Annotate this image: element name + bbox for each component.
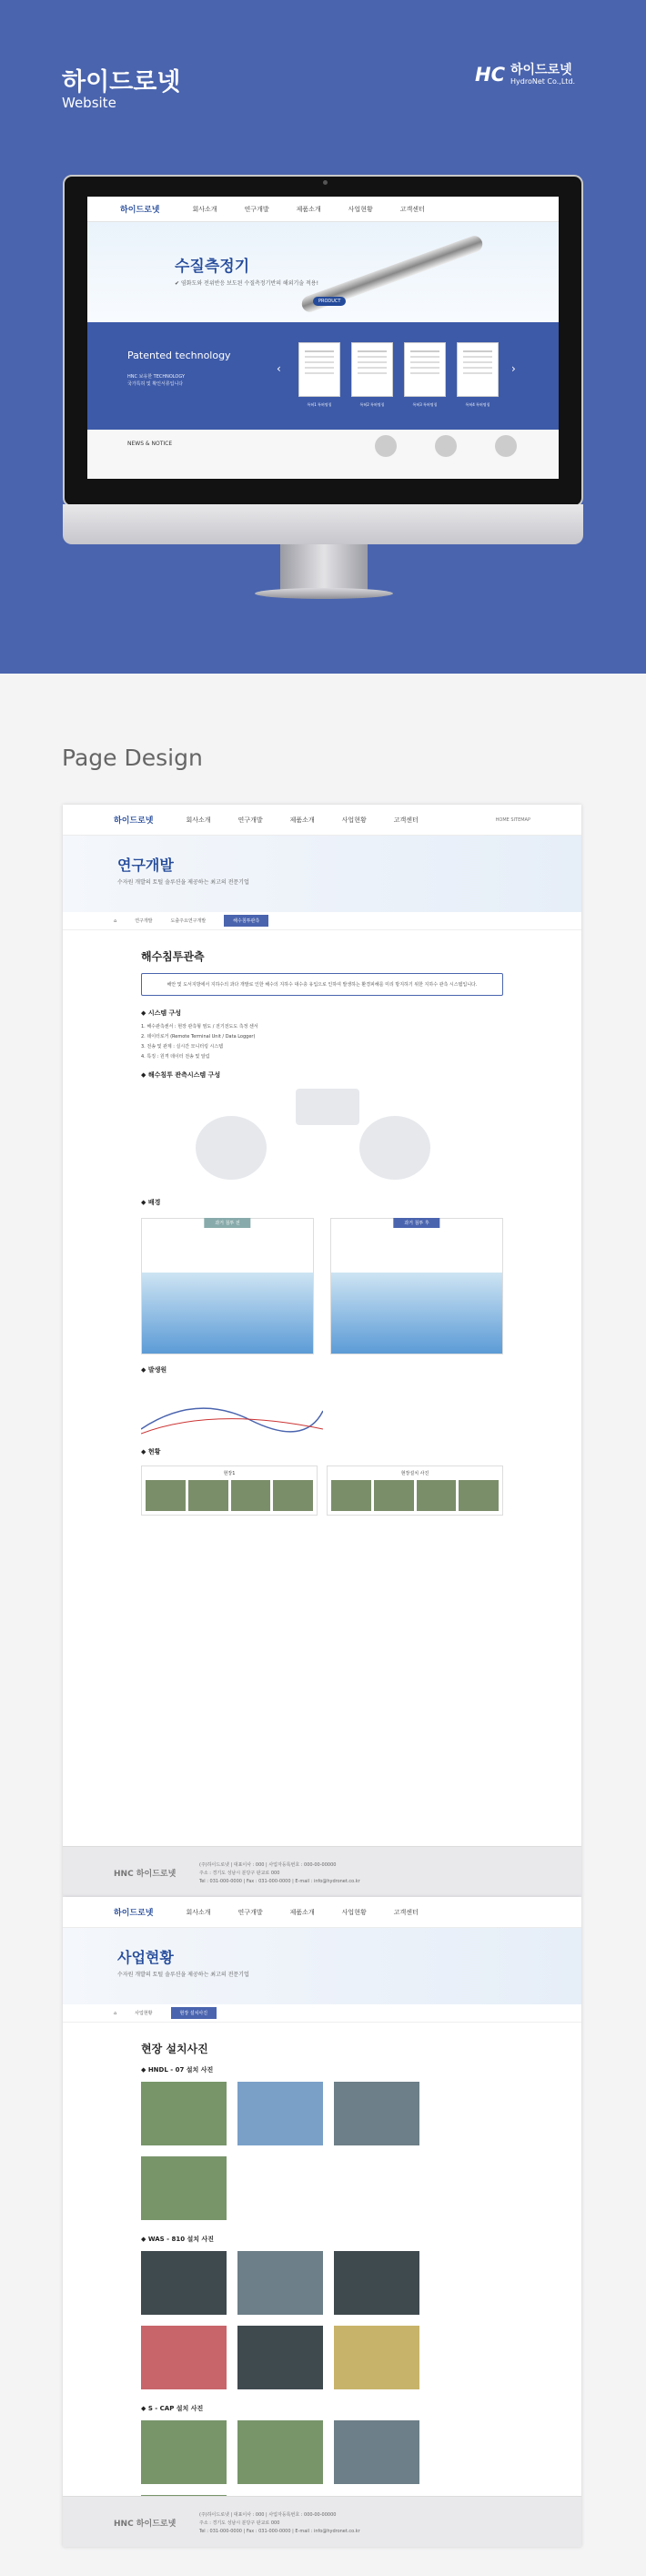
background-illustrations <box>141 1218 503 1354</box>
patent-cert[interactable] <box>351 342 393 397</box>
page2-hero-desc: 수자원 개발의 토털 솔루션을 제공하는 최고의 전문기업 <box>117 1972 249 1978</box>
patent-desc: HNC 보유한 TECHNOLOGY 국가특허 및 확인서류입니다 <box>127 374 186 387</box>
footer-address: (주)하이드로넷 | 대표이사 : 000 | 사업자등록번호 : 000-00-00000 주소 : 경기도 성남시 분당구 판교로 000 Tel : 031-000-0000 | Fax : 031-000-0000 | E-mail : info@hydronet.co.kr <box>199 2512 360 2534</box>
screen-nav-item[interactable]: 연구개발 <box>244 205 269 213</box>
install-photo[interactable] <box>141 2082 227 2145</box>
cert-caption: 특허3 특허명칭 <box>412 402 438 407</box>
section-heading: ◆ 배경 <box>141 1199 161 1206</box>
screen-nav-item[interactable]: 회사소개 <box>192 205 217 213</box>
text-line: 3. 전송 및 관제 : 실시간 모니터링 시스템 <box>141 1044 224 1050</box>
page1-logo[interactable]: 하이드로넷 <box>114 816 154 826</box>
page1-nav-item[interactable]: 제품소개 <box>289 816 315 824</box>
page2-footer <box>63 2496 581 2547</box>
photo[interactable] <box>146 1480 186 1511</box>
page1-hero-title: 연구개발 <box>117 857 174 874</box>
page2-nav-item[interactable]: 연구개발 <box>237 1908 263 1916</box>
patent-cert[interactable] <box>298 342 340 397</box>
page2-hero <box>63 1928 581 2004</box>
page2-logo[interactable]: 하이드로넷 <box>114 1909 154 1918</box>
breadcrumb-item[interactable]: 연구개발 <box>135 918 153 924</box>
cert-caption: 특허4 특허명칭 <box>465 402 490 407</box>
page1-hero-desc: 수자원 개발의 토털 솔루션을 제공하는 최고의 전문기업 <box>117 879 249 886</box>
install-photo[interactable] <box>334 2251 419 2315</box>
footer-logo: HNC 하이드로넷 <box>114 1870 177 1879</box>
page1-nav-item[interactable]: 회사소개 <box>186 816 211 824</box>
section-heading: ◆ 현황 <box>141 1448 161 1455</box>
screen-nav-item[interactable]: 사업현황 <box>348 205 373 213</box>
product-badge[interactable]: PRODUCT <box>313 297 346 306</box>
photo[interactable] <box>331 1480 371 1511</box>
monitor-chin <box>63 504 583 544</box>
illustration-before: 과거 침투 전 <box>141 1218 314 1354</box>
patent-cert[interactable] <box>457 342 499 397</box>
footer-address: (주)하이드로넷 | 대표이사 : 000 | 사업자등록번호 : 000-00-00000 주소 : 경기도 성남시 분당구 판교로 000 Tel : 031-000-0000 | Fax : 031-000-0000 | E-mail : info@hydronet.co.kr <box>199 1862 360 1884</box>
breadcrumb-item-active[interactable]: 현장 설치사진 <box>171 2007 217 2019</box>
gallery-hndl <box>141 2082 503 2220</box>
section-heading: ◆ 시스템 구성 <box>141 1009 182 1017</box>
install-photo[interactable] <box>334 2082 419 2145</box>
page2-content <box>63 2023 581 2547</box>
text-line: 4. 특징 : 원격 데이터 전송 및 알림 <box>141 1054 210 1060</box>
page1-content <box>63 930 581 1537</box>
home-icon[interactable]: ⌂ <box>114 2010 117 2016</box>
photo[interactable] <box>231 1480 271 1511</box>
text-line: 2. 데이터로거 (Remote Terminal Unit / Data Logger) <box>141 1034 256 1040</box>
logo-mark: HC <box>475 64 505 86</box>
page-design-business <box>63 1897 581 2547</box>
page2-nav-item[interactable]: 제품소개 <box>289 1908 315 1916</box>
util-links[interactable]: HOME SITEMAP <box>495 816 530 823</box>
page2-nav-item[interactable]: 회사소개 <box>186 1908 211 1916</box>
install-photo[interactable] <box>141 2156 227 2220</box>
install-photo[interactable] <box>237 2082 323 2145</box>
status-photos <box>141 1465 503 1516</box>
prev-arrow-icon[interactable]: ‹ <box>277 362 281 375</box>
logo-text: 하이드로넷 HydroNet Co.,Ltd. <box>510 63 576 86</box>
install-photo[interactable] <box>141 2326 227 2389</box>
photo[interactable] <box>188 1480 228 1511</box>
screen-nav-item[interactable]: 고객센터 <box>399 205 425 213</box>
breadcrumb-item[interactable]: 도출주요연구개발 <box>170 918 207 924</box>
section-title: Page Design <box>62 745 203 771</box>
patent-section <box>87 322 559 430</box>
brand-title: 하이드로넷 <box>62 68 181 96</box>
screen-hero <box>87 222 559 322</box>
content-title: 현장 설치사진 <box>141 2043 208 2055</box>
page1-footer <box>63 1846 581 1897</box>
install-photo[interactable] <box>334 2420 419 2484</box>
hero-banner <box>0 0 646 674</box>
install-photo[interactable] <box>334 2326 419 2389</box>
home-icon[interactable]: ⌂ <box>114 918 117 924</box>
page2-hero-title: 사업현황 <box>117 1949 174 1966</box>
website-screen <box>87 197 559 479</box>
page1-nav-item[interactable]: 연구개발 <box>237 816 263 824</box>
patent-title: Patented technology <box>127 350 231 361</box>
section-heading: ◆ 해수침투 관측시스템 구성 <box>141 1071 221 1079</box>
next-arrow-icon[interactable]: › <box>511 362 516 375</box>
install-photo[interactable] <box>237 2251 323 2315</box>
sensor-image <box>359 1116 430 1180</box>
screen-logo[interactable]: 하이드로넷 <box>120 206 160 215</box>
photo[interactable] <box>417 1480 457 1511</box>
gallery-was <box>141 2251 503 2389</box>
patent-cert[interactable] <box>404 342 446 397</box>
page1-nav-item[interactable]: 사업현황 <box>341 816 367 824</box>
content-title: 해수침투관측 <box>141 950 205 963</box>
page2-nav-item[interactable]: 사업현황 <box>341 1908 367 1916</box>
brand-logo <box>475 64 575 86</box>
photo[interactable] <box>273 1480 313 1511</box>
breadcrumb <box>63 2004 581 2023</box>
breadcrumb-item[interactable]: 사업현황 <box>135 2011 153 2016</box>
quick-link-icon[interactable] <box>495 435 517 457</box>
screen-hero-desc: ✔ 염화도와 전위반응 보도된 수질측정기반의 해외기술 적용! <box>175 280 318 287</box>
logger-image <box>296 1089 359 1125</box>
photo[interactable] <box>459 1480 499 1511</box>
gallery-heading: ◆ S - CAP 설치 사진 <box>141 2405 204 2412</box>
screen-nav-item[interactable]: 제품소개 <box>296 205 321 213</box>
install-photo[interactable] <box>141 2251 227 2315</box>
cert-caption: 특허1 특허명칭 <box>307 402 332 407</box>
news-title[interactable]: NEWS & NOTICE <box>127 441 173 447</box>
breadcrumb <box>63 912 581 930</box>
screen-hero-title: 수질측정기 <box>175 258 250 276</box>
photo-box: 현장설치 사진 <box>327 1465 503 1516</box>
intro-box: 해안 및 도서지방에서 지하수의 과다 개발로 인한 해수의 지하수 대수층 유입으로 인하여 발생하는 환경피해를 미리 방지하기 위한 지하수 관측 시스템입니다. <box>141 973 503 996</box>
page1-hero <box>63 836 581 912</box>
page-design-research <box>63 805 581 1897</box>
curve-diagram <box>141 1384 323 1438</box>
photo-box: 현장1 <box>141 1465 318 1516</box>
install-photo[interactable] <box>237 2420 323 2484</box>
page1-nav <box>63 805 581 836</box>
source-diagram <box>141 1384 503 1438</box>
quick-link-icon[interactable] <box>375 435 397 457</box>
illustration-after: 과거 침투 후 <box>330 1218 503 1354</box>
quick-link-icon[interactable] <box>435 435 457 457</box>
screen-nav <box>87 197 559 222</box>
device-image <box>196 1116 267 1180</box>
footer-logo: HNC 하이드로넷 <box>114 2520 177 2529</box>
news-section <box>87 430 559 479</box>
install-photo[interactable] <box>141 2420 227 2484</box>
monitor-stand <box>280 544 368 590</box>
page1-nav-item[interactable]: 고객센터 <box>393 816 419 824</box>
page2-nav-item[interactable]: 고객센터 <box>393 1908 419 1916</box>
monitor-frame <box>63 175 583 507</box>
install-photo[interactable] <box>237 2326 323 2389</box>
text-line: 1. 해수관측센서 : 현장 관측형 염도 / 전기전도도 측정 센서 <box>141 1024 258 1029</box>
breadcrumb-item-active[interactable]: 해수침투관측 <box>224 915 268 927</box>
cert-caption: 특허2 특허명칭 <box>359 402 385 407</box>
camera-dot <box>323 180 328 185</box>
monitor-base <box>255 588 393 599</box>
system-diagram <box>141 1089 503 1189</box>
photo[interactable] <box>374 1480 414 1511</box>
section-heading: ◆ 발생원 <box>141 1366 167 1374</box>
page2-nav <box>63 1897 581 1928</box>
gallery-heading: ◆ HNDL - 07 설치 사진 <box>141 2066 214 2074</box>
brand-subtitle: Website <box>62 95 116 111</box>
gallery-heading: ◆ WAS - 810 설치 사진 <box>141 2236 214 2243</box>
